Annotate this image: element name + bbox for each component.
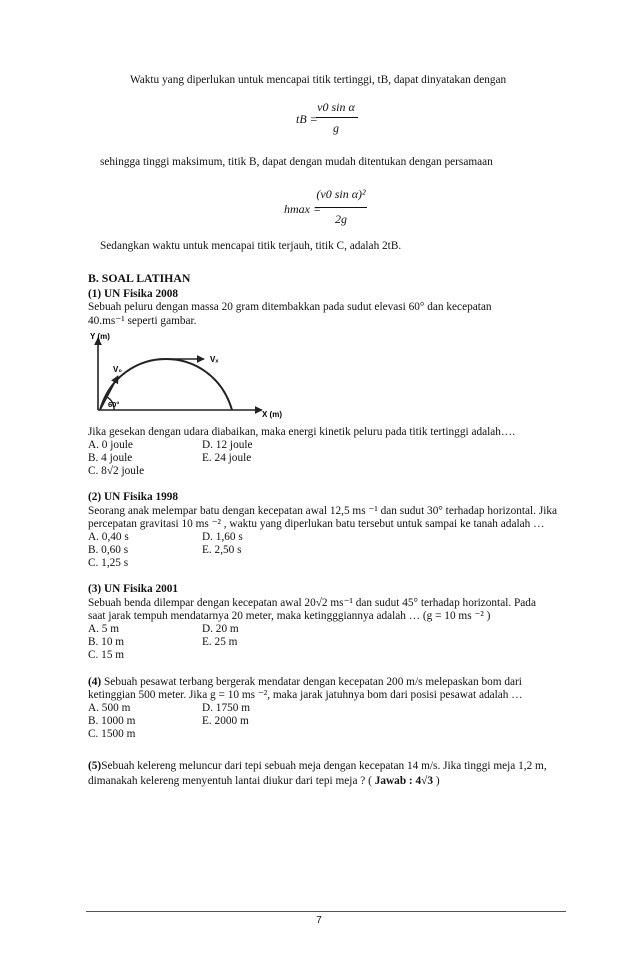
q2-option-b: B. 0,60 s xyxy=(88,544,129,556)
formula-hmax-denominator: 2g xyxy=(335,212,347,226)
q5-text-2 xyxy=(88,775,440,788)
projectile-figure xyxy=(86,328,296,420)
formula-tb-bar xyxy=(316,117,358,118)
q2-option-d: D. 1,60 s xyxy=(202,531,243,543)
footer-rule xyxy=(86,911,566,912)
q3-option-e: E. 25 m xyxy=(202,636,238,648)
q2-heading: (2) UN Fisika 1998 xyxy=(88,491,179,503)
q1-option-d: D. 12 joule xyxy=(202,439,253,451)
q2-option-e: E. 2,50 s xyxy=(202,544,242,556)
q3-option-d: D. 20 m xyxy=(202,623,239,635)
q3-option-c: C. 15 m xyxy=(88,649,125,661)
q1-text-3: Jika gesekan dengan udara diabaikan, maka energi kinetik peluru pada titik tertinggi adalah…. xyxy=(88,426,516,438)
q4-text-1 xyxy=(88,676,522,689)
q5-answer: Jawab : 4√3 xyxy=(374,775,434,787)
vx-label: Vₓ xyxy=(210,355,219,364)
q4-option-e: E. 2000 m xyxy=(202,715,249,727)
q1-text-1: Sebuah peluru dengan massa 20 gram ditembakkan pada sudut elevasi 60° dan kecepatan xyxy=(88,301,492,313)
q4-option-a: A. 500 m xyxy=(88,702,131,714)
v0-label: V₀ xyxy=(113,365,122,374)
intro-line-2: sehingga tinggi maksimum, titik B, dapat dengan mudah ditentukan dengan persamaan xyxy=(100,156,493,168)
q4-text-1-body: Sebuah pesawat terbang bergerak mendatar dengan kecepatan 200 m/s melepaskan bom dari xyxy=(104,676,522,688)
q3-option-b: B. 10 m xyxy=(88,636,125,648)
x-axis-label: X (m) xyxy=(262,410,282,419)
y-axis-label: Y (m) xyxy=(90,332,110,341)
q5-number: (5) xyxy=(88,760,102,772)
q2-option-c: C. 1,25 s xyxy=(88,557,129,569)
q4-option-b: B. 1000 m xyxy=(88,715,136,727)
q5-text-2-end: ) xyxy=(435,775,440,787)
q1-heading: (1) UN Fisika 2008 xyxy=(88,288,179,300)
intro-line-3: Sedangkan waktu untuk mencapai titik terjauh, titik C, adalah 2tB. xyxy=(100,240,402,252)
q2-text-2: percepatan gravitasi 10 ms ⁻² , waktu yang diperlukan batu tersebut untuk sampai ke tanah adalah … xyxy=(88,518,545,530)
q5-text-2-body: dimanakah kelereng menyentuh lantai diukur dari tepi meja ? ( xyxy=(88,775,372,787)
q4-number: (4) xyxy=(88,676,102,688)
intro-line-1: Waktu yang diperlukan untuk mencapai titik tertinggi, tB, dapat dinyatakan dengan xyxy=(130,74,507,86)
formula-tb-denominator: g xyxy=(333,121,339,135)
q3-text-1: Sebuah benda dilempar dengan kecepatan awal 20√2 ms⁻¹ dan sudut 45° terhadap horizontal. Pada xyxy=(88,597,536,609)
q2-text-1: Seorang anak melempar batu dengan kecepatan awal 12,5 ms ⁻¹ dan sudut 30° terhadap horizontal. Jika xyxy=(88,505,558,517)
q1-text-2: 40.ms⁻¹ seperti gambar. xyxy=(88,315,197,327)
q2-option-a: A. 0,40 s xyxy=(88,531,129,543)
page-number: 7 xyxy=(316,915,322,926)
q1-option-e: E. 24 joule xyxy=(202,452,252,464)
formula-hmax-lhs: hmax = xyxy=(284,202,322,216)
formula-tb-numerator: v0 sin α xyxy=(317,100,355,114)
q4-text-2: ketinggian 500 meter. Jika g = 10 ms ⁻², maka jarak jatuhnya bom dari posisi pesawat adalah … xyxy=(88,689,523,701)
q4-option-d: D. 1750 m xyxy=(202,702,251,714)
q1-option-b: B. 4 joule xyxy=(88,452,133,464)
q5-text-1 xyxy=(88,760,547,773)
section-title: B. SOAL LATIHAN xyxy=(88,271,191,285)
q3-heading: (3) UN Fisika 2001 xyxy=(88,583,179,595)
formula-hmax-bar xyxy=(315,207,367,208)
q1-option-c: C. 8√2 joule xyxy=(88,465,145,477)
q3-text-2: saat jarak tempuh mendatarnya 20 meter, maka ketingggiannya adalah … (g = 10 ms ⁻² ) xyxy=(88,610,491,622)
q4-option-c: C. 1500 m xyxy=(88,728,136,740)
q1-option-a: A. 0 joule xyxy=(88,439,133,451)
q3-option-a: A. 5 m xyxy=(88,623,120,635)
angle-label: 60° xyxy=(108,400,120,409)
formula-tb-lhs: tB = xyxy=(296,112,318,126)
q5-text-1-body: Sebuah kelereng meluncur dari tepi sebuah meja dengan kecepatan 14 m/s. Jika tinggi meja 1,2 m, xyxy=(101,760,547,772)
formula-hmax-numerator: (v0 sin α)² xyxy=(316,187,366,201)
